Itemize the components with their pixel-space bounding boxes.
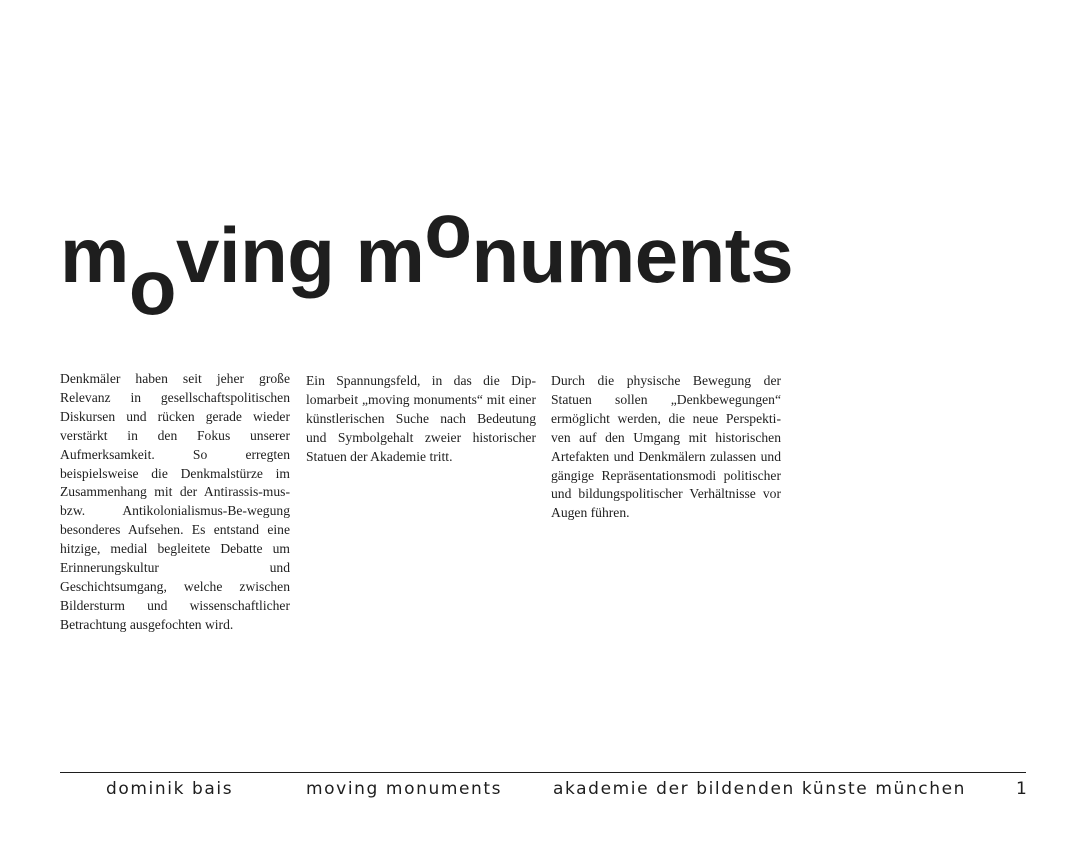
footer-project-title: moving monuments: [306, 779, 503, 799]
footer-institution: akademie der bildenden künste münchen: [553, 779, 967, 799]
footer-author: dominik bais: [106, 779, 234, 799]
title-letter-m: m: [60, 211, 129, 299]
title-segment-numents: numents: [471, 211, 794, 299]
page-number: 1: [1016, 779, 1027, 799]
text-column-1: Denkmäler haben seit jeher große Relevanz in gesellschaftspolitischen Diskursen und rücken gerade wieder verstärkt in den Fokus unserer Aufmerksamkeit. So erregten beispielsweise die Denkmalstürze im Zusammenhang mit der Antirassis-mus- bzw. Antikolonialismus-Be-wegung besonderes Aufsehen. Es entstand eine hitzige, medial begleitete Debatte um Erinnerungskultur und Geschichtsumgang, welche zwischen Bildersturm und wissenschaftlicher Betrachtung ausgefochten wird.: [60, 371, 290, 632]
text-column-2: Ein Spannungsfeld, in das die Dip-lomarbeit „moving monuments“ mit einer künstlerischen Suche nach Bedeutung und Symbolgehalt zweier historischer Statuen der Akademie tritt.: [306, 373, 536, 464]
footer-divider: [60, 772, 1026, 773]
title-letter-o-raised: o: [424, 186, 472, 274]
title-letter-o-lowered: o: [128, 243, 177, 331]
title-segment-ving-m: ving m: [176, 211, 425, 299]
text-column-3: Durch die physische Bewegung der Statuen sollen „Denkbewegungen“ ermöglicht werden, die neue Perspekti-ven auf den Umgang mit historischen Artefakten und Denkmälern zulassen und gängige Repräsentationsmodi politischer und bildungspolitischer Verhältnisse vor Augen führen.: [551, 373, 781, 521]
page-title: [60, 186, 794, 331]
